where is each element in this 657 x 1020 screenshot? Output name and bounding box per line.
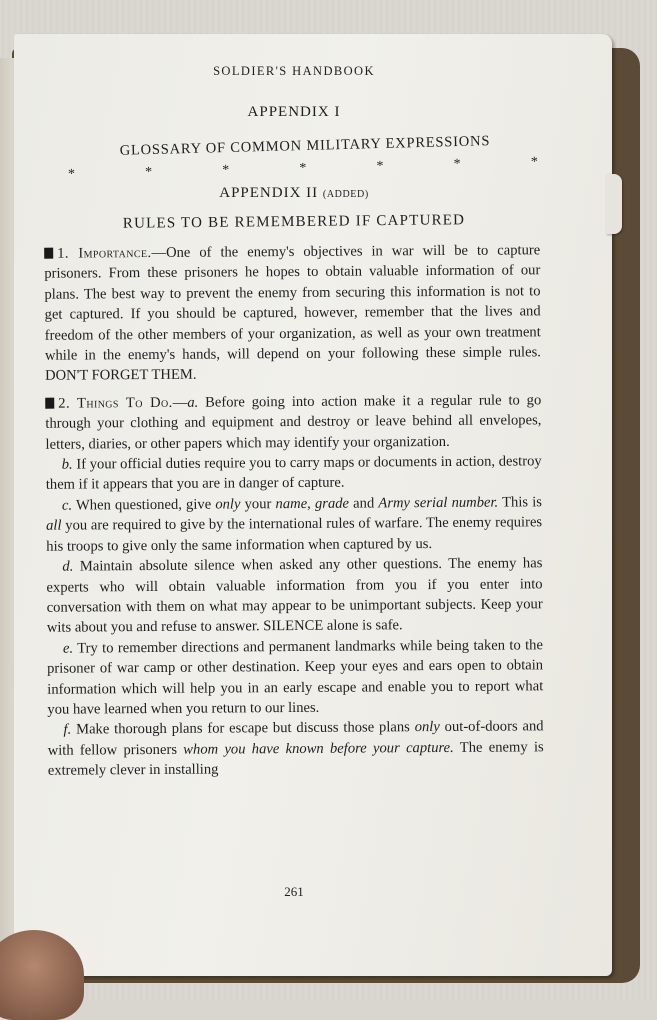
item-text: If your official duties require you to carry maps or documents in action, destroy them if it appears that you are in danger of capture. (45, 453, 542, 494)
item-f (47, 717, 543, 782)
appendix-2-title: APPENDIX II (219, 185, 319, 201)
paragraph-marker-icon (45, 398, 54, 409)
item-d (46, 553, 543, 638)
paragraph-label: 2. Things To Do. (58, 394, 173, 412)
item-text: Try to remember directions and permanent landmarks while being taken to the prisoner of war camp or other destination. Keep your eyes and ears open to obtain information which will help you in an early escape and enable you to report what you have learned when you return to our lines. (47, 636, 544, 718)
star-glyph: * (376, 158, 384, 175)
item-text: When questioned, give (72, 496, 216, 514)
item-text: Before going into action make it a regular rule to go through your clothing and equipment and destroy or leave behind all envelopes, letters, diaries, or other papers which may identify your organization. (45, 392, 542, 453)
star-glyph: * (530, 154, 539, 171)
item-b (46, 451, 542, 495)
star-glyph: * (299, 160, 307, 177)
emphasis: name, grade (275, 495, 350, 513)
item-text: you are required to give by the international rules of warfare. The enemy requires his troops to give only the same information when captured by us. (46, 514, 543, 555)
emphasis: whom you have known before your capture. (183, 739, 454, 758)
paragraph-label: 1. Importance. (57, 244, 152, 262)
emphasis: only (414, 719, 440, 736)
rules-heading: RULES TO BE REMEMBERED IF CAPTURED (122, 212, 466, 232)
appendix-1-heading: APPENDIX I (247, 104, 341, 120)
page-content (44, 34, 544, 976)
star-glyph: * (145, 164, 153, 181)
item-e (47, 635, 544, 720)
paragraph-text: —One of the enemy's objectives in war will be to capture prisoners. From these prisoners he hopes to obtain valuable information of our plans. The best way to prevent the enemy from securing this information is not to get captured. If you should be captured, however, remember that the lives and freedom of the other members of your organization, as well as your own treatment while in the enemy's hands, will depend on your following these simple rules. DON'T FORGET THEM. (44, 242, 541, 385)
appendix-2-note: (ADDED) (322, 189, 369, 200)
star-glyph: * (453, 156, 461, 173)
star-glyph: * (222, 162, 230, 179)
paragraph-marker-icon (44, 248, 53, 259)
item-letter: d. (62, 558, 74, 575)
item-letter: e. (62, 640, 74, 657)
star-glyph: * (67, 166, 76, 183)
item-text: Make thorough plans for escape but discuss those plans (71, 719, 415, 738)
emphasis: Army serial number. (378, 494, 499, 512)
item-letter: b. (61, 456, 73, 473)
paragraph-importance (44, 240, 541, 386)
item-letter: a. (187, 394, 199, 411)
item-text: Maintain absolute silence when asked any other questions. The enemy has experts who will obtain valuable information from you if you enter into conversation with them on what may appear to be unimportant subjects. Keep your wits about you and refuse to answer. SILENCE alone is safe. (46, 555, 543, 637)
handbook-page (14, 34, 612, 976)
glossary-heading: GLOSSARY OF COMMON MILITARY EXPRESSIONS (119, 133, 491, 159)
item-text: your (240, 496, 276, 513)
item-letter: f. (63, 721, 72, 738)
page-tab-notch (606, 174, 622, 234)
page-number: 261 (284, 884, 304, 899)
emphasis: only (215, 496, 241, 513)
emphasis: all (46, 517, 62, 535)
item-text: and (348, 495, 379, 512)
dash: — (172, 394, 188, 411)
item-text: out-of-doors and with fellow prisoners (47, 718, 544, 759)
running-head: SOLDIER'S HANDBOOK (213, 64, 375, 78)
item-text: This is (498, 494, 542, 511)
appendix-2-heading (44, 185, 544, 202)
item-letter: c. (61, 497, 73, 514)
item-c (46, 492, 542, 557)
paragraph-things-to-do (45, 390, 541, 455)
body-text (44, 240, 544, 781)
item-text: The enemy is extremely clever in installing (47, 739, 544, 779)
